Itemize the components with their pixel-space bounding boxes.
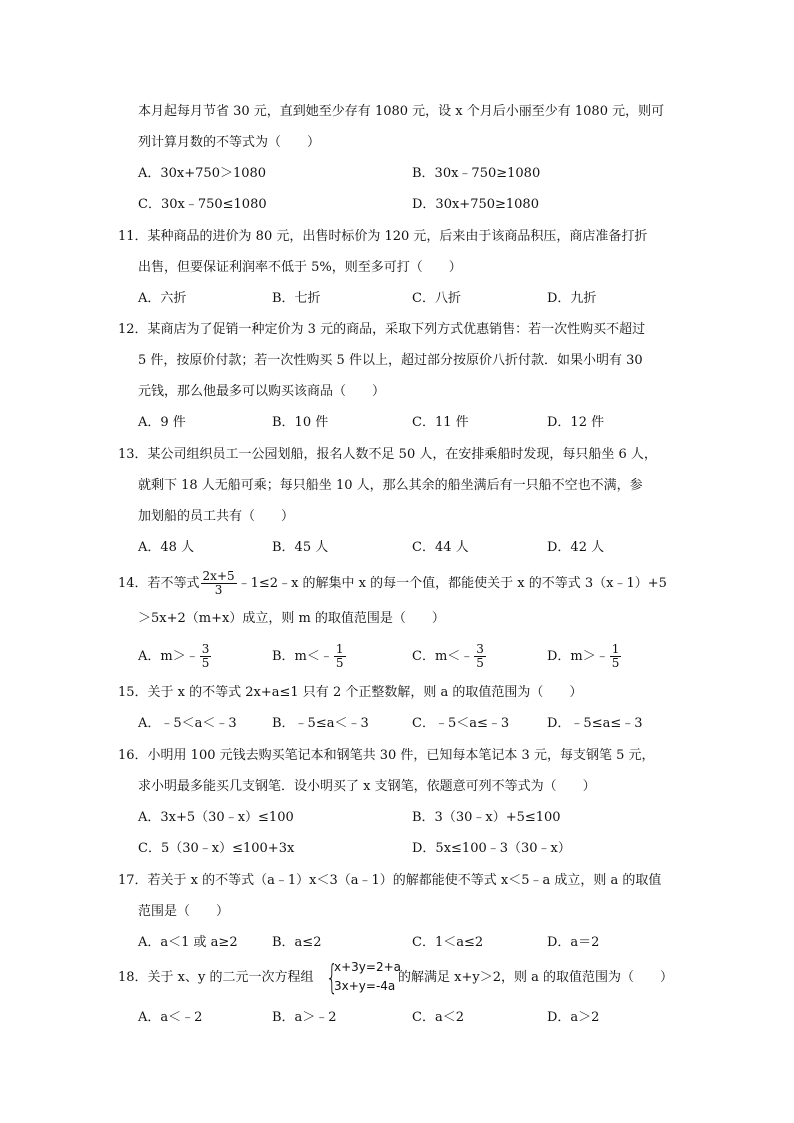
left-brace-icon: { (326, 958, 338, 998)
fraction-denominator: 5 (611, 656, 620, 670)
question-13-text: 就剩下 18 人无船可乘；每只船坐 10 人，那么其余的船坐满后有一只船不空也不满，参 (138, 478, 643, 493)
option-c (412, 643, 487, 670)
option-c: C．1＜a≤2 (412, 935, 484, 950)
option-d: D．﹣5≤a≤﹣3 (547, 716, 643, 731)
question-13-text: 加划船的员工共有（ ） (138, 509, 295, 524)
option-c: C．﹣5＜a≤﹣3 (412, 716, 510, 731)
option-b: B．a＞﹣2 (272, 1010, 337, 1025)
equation-system (326, 958, 401, 1000)
option-b (272, 643, 347, 670)
question-11-text: 出售，但要保证利润率不低于 5%，则至多可打（ ） (138, 260, 462, 275)
option-c: C．八折 (412, 291, 461, 306)
equation-2: 3x+y=-4a (334, 979, 396, 993)
option-a: A．48 人 (138, 540, 195, 555)
question-15-text: 15．关于 x 的不等式 2x+a≤1 只有 2 个正整数解，则 a 的取值范围为（ ） (118, 685, 583, 700)
option-d: D．5x≤100﹣3（30﹣x） (412, 841, 571, 856)
option-b: B．10 件 (272, 415, 329, 430)
fraction-numerator: 3 (476, 642, 484, 656)
option-c: C．11 件 (412, 415, 469, 430)
option-d: D．30x+750≥1080 (412, 197, 539, 212)
option-d (547, 643, 622, 670)
question-14-text (118, 570, 667, 597)
question-12-text: 元钱，那么他最多可以购买该商品（ ） (138, 384, 386, 399)
option-d: D．12 件 (547, 415, 605, 430)
fraction (334, 643, 346, 670)
fraction (474, 643, 486, 670)
fraction-numerator: 3 (201, 642, 210, 656)
question-18-suffix: 的解满足 x+y＞2，则 a 的取值范围为（ ） (398, 970, 673, 985)
option-a: A．a＜﹣2 (138, 1010, 203, 1025)
question-17-text: 17．若关于 x 的不等式（a﹣1）x＜3（a﹣1）的解都能使不等式 x＜5﹣a 成立，则 a 的取值 (118, 873, 662, 888)
question-16-text: 求小明最多能买几支钢笔．设小明买了 x 支钢笔，依题意可列不等式为（ ） (138, 779, 596, 794)
option-c: C．44 人 (412, 540, 469, 555)
option-b: B．30x﹣750≥1080 (412, 166, 541, 181)
option-a: A．3x+5（30﹣x）≤100 (138, 810, 294, 825)
option-b: B．3（30﹣x）+5≤100 (412, 810, 561, 825)
option-a: A．a＜1 或 a≥2 (138, 935, 238, 950)
option-a: A．30x+750＞1080 (138, 166, 267, 181)
option-a: A．﹣5＜a＜﹣3 (138, 716, 237, 731)
option-b: B．a≤2 (272, 935, 322, 950)
question-16-text: 16．小明用 100 元钱去购买笔记本和钢笔共 30 件，已知每本笔记本 3 元，每支钢笔 5 元， (118, 748, 655, 763)
fraction-numerator: 1 (611, 642, 620, 656)
option-d-label: D．m＞﹣ (547, 649, 609, 664)
option-d: D．42 人 (547, 540, 605, 555)
question-14-text: ＞5x+2（m+x）成立，则 m 的取值范围是（ ） (138, 611, 445, 626)
question-17-text: 范围是（ ） (138, 904, 230, 919)
question-text: 列计算月数的不等式为（ ） (138, 135, 321, 150)
option-b: B．七折 (272, 291, 321, 306)
fraction-denominator: 5 (476, 656, 484, 670)
question-12-text: 12．某商店为了促销一种定价为 3 元的商品，采取下列方式优惠销售：若一次性购买不超过 (118, 322, 646, 337)
fraction-denominator: 3 (214, 583, 223, 597)
fraction (201, 570, 237, 597)
question-11-text: 11．某种商品的进价为 80 元，出售时标价为 120 元，后来由于该商品积压，商店准备打折 (118, 229, 648, 244)
equation-1: x+3y=2+a (334, 960, 401, 974)
option-c: C．a＜2 (412, 1010, 464, 1025)
option-d: D．a＝2 (547, 935, 600, 950)
fraction-numerator: 2x+5 (202, 569, 235, 583)
option-b: B．45 人 (272, 540, 329, 555)
fraction-denominator: 5 (335, 656, 344, 670)
option-b-label: B．m＜﹣ (272, 649, 333, 664)
fraction-numerator: 1 (335, 642, 344, 656)
option-a: A．六折 (138, 291, 187, 306)
option-a: A．9 件 (138, 415, 186, 430)
option-c: C．5（30﹣x）≤100+3x (138, 841, 295, 856)
question-14-mid: ﹣1≤2﹣x 的解集中 x 的每一个值，都能使关于 x 的不等式 3（x﹣1）+5 (237, 576, 667, 591)
option-a (138, 643, 212, 670)
question-18-prefix: 18．关于 x、y 的二元一次方程组 (118, 970, 314, 985)
question-text: 本月起每月节省 30 元，直到她至少存有 1080 元，设 x 个月后小丽至少有 1080 元，则可 (138, 104, 665, 119)
option-d: D．九折 (547, 291, 597, 306)
fraction (200, 643, 212, 670)
question-13-text: 13．某公司组织员工一公园划船，报名人数不足 50 人，在安排乘船时发现，每只船坐 6 人， (118, 447, 657, 462)
option-c: C．30x﹣750≤1080 (138, 197, 267, 212)
fraction (610, 643, 622, 670)
question-14-prefix: 14．若不等式 (118, 576, 200, 591)
option-a-label: A．m＞﹣ (138, 649, 199, 664)
option-c-label: C．m＜﹣ (412, 649, 474, 664)
question-12-text: 5 件，按原价付款；若一次性购买 5 件以上，超过部分按原价八折付款．如果小明有 30 (138, 353, 643, 368)
fraction-denominator: 5 (201, 656, 210, 670)
option-b: B．﹣5≤a＜﹣3 (272, 716, 369, 731)
option-d: D．a＞2 (547, 1010, 600, 1025)
